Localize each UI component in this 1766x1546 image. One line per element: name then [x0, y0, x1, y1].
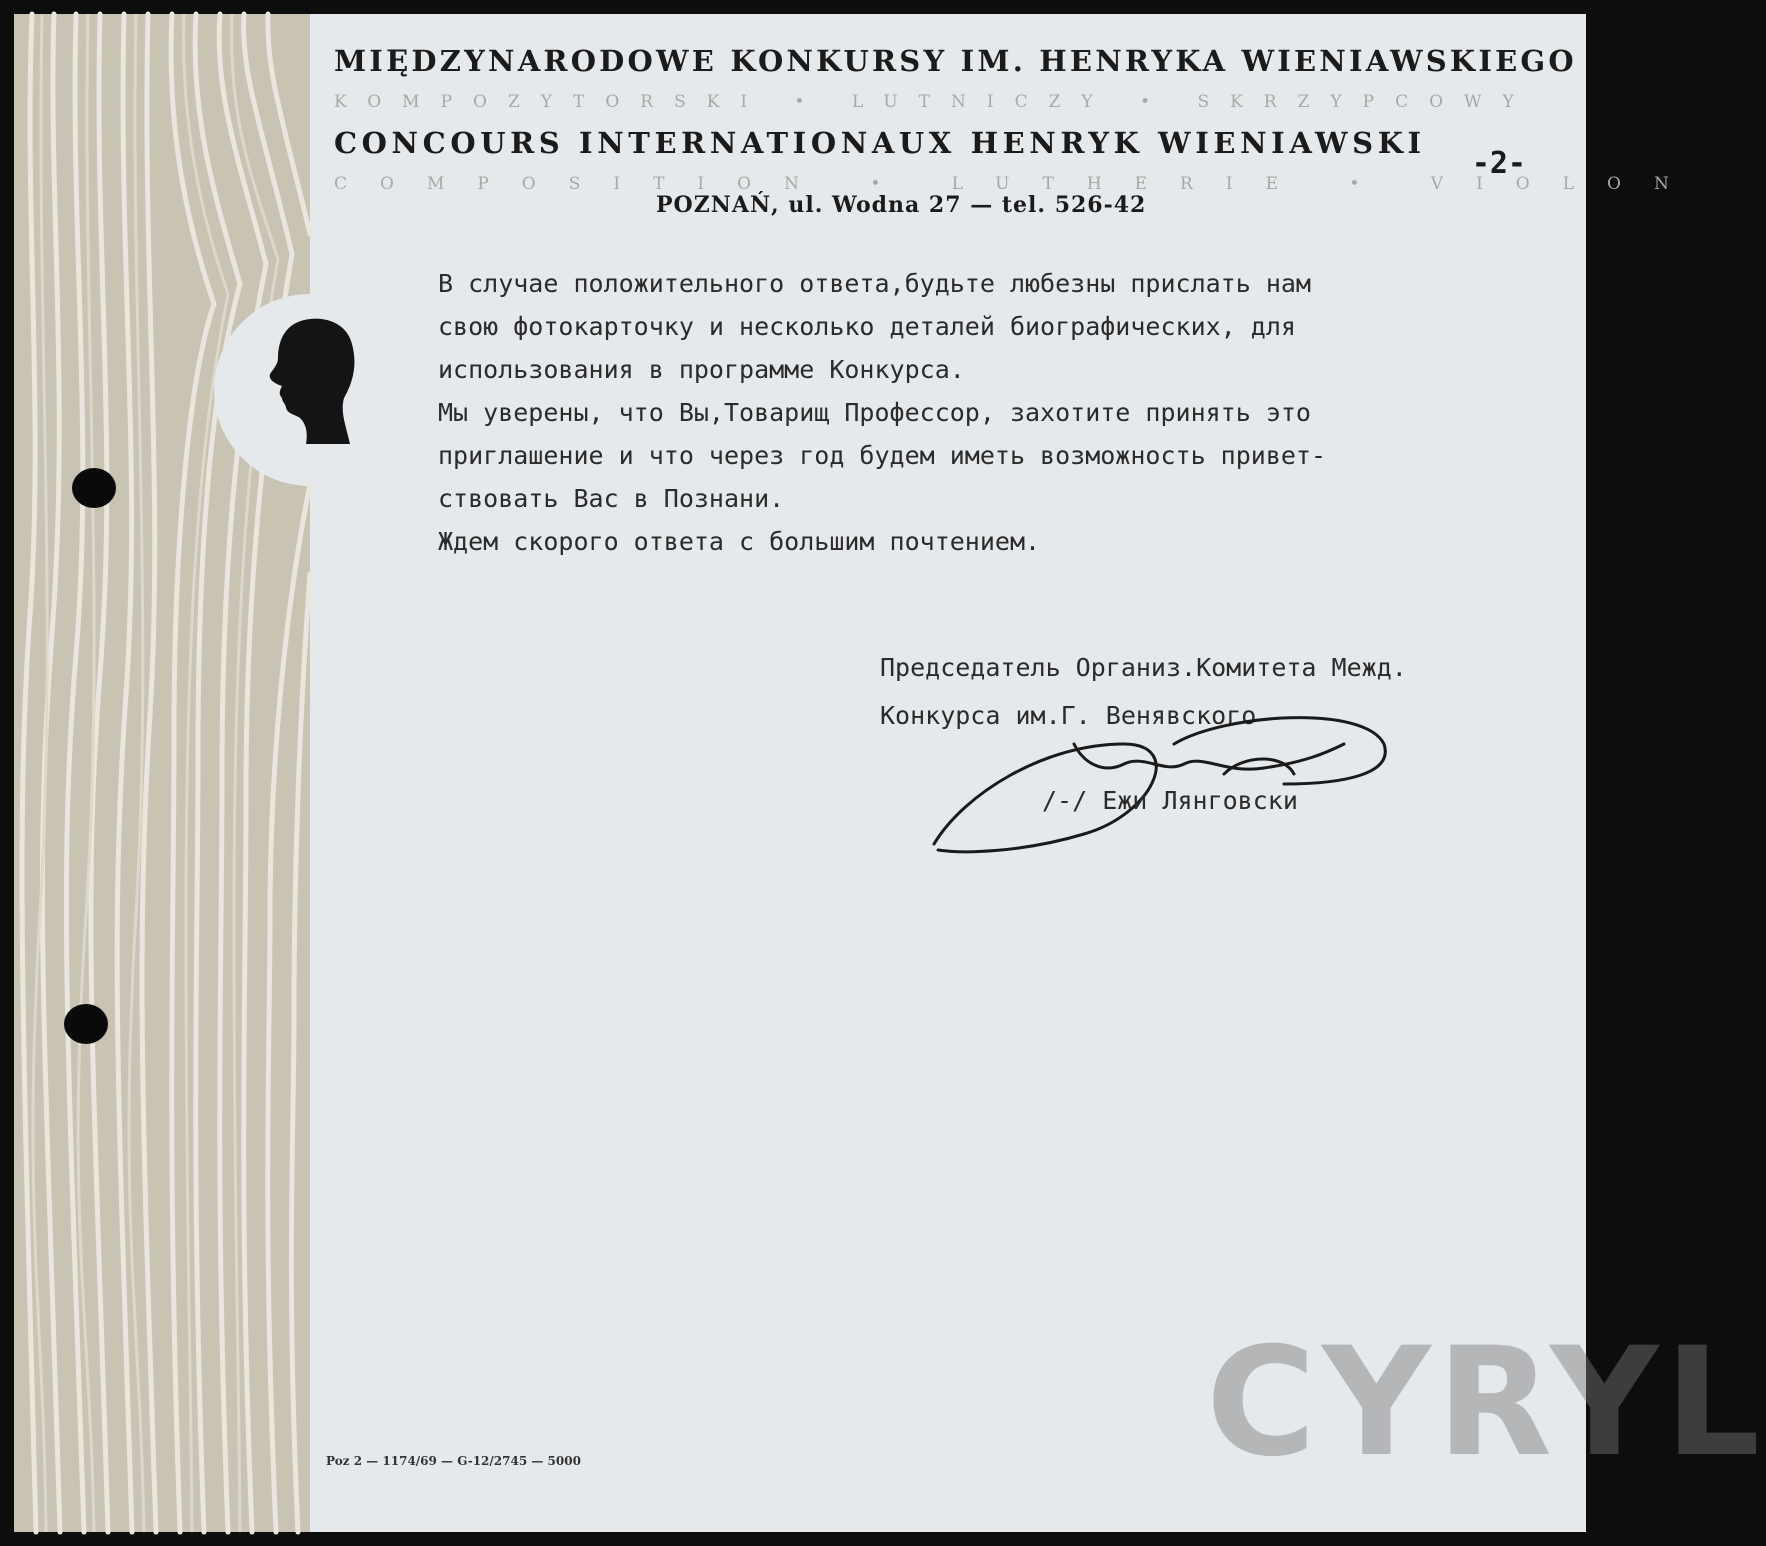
- signature-title-line2: Конкурса им.Г. Венявского: [880, 701, 1257, 730]
- letterhead-address: POZNAŃ, ul. Wodna 27 — tel. 526-42: [656, 192, 1147, 218]
- body-line: Мы уверены, что Вы,Товарищ Профессор, захотите принять это: [438, 398, 1311, 427]
- body-line: ствовать Вас в Познани.: [438, 484, 785, 513]
- letterhead-title-fr: CONCOURS INTERNATIONAUX HENRYK WIENIAWSKI: [334, 126, 1426, 160]
- letter-sheet: [14, 14, 1766, 1532]
- letter-body: [438, 262, 1518, 563]
- punch-hole-bottom: [64, 1004, 108, 1044]
- body-line: В случае положительного ответа,будьте любезны прислать нам: [438, 269, 1311, 298]
- letterhead-title-pl: MIĘDZYNARODOWE KONKURSY IM. HENRYKA WIENIAWSKIEGO: [334, 44, 1577, 78]
- portrait-silhouette-icon: [264, 314, 360, 446]
- handwritten-signature: [924, 704, 1394, 864]
- wood-grain-strip: [14, 14, 310, 1532]
- punch-hole-top: [72, 468, 116, 508]
- wood-grain-pattern: [14, 14, 310, 1532]
- page-number: -2-: [1471, 146, 1526, 181]
- signature-title-line1: Председатель Организ.Комитета Межд.: [880, 653, 1407, 682]
- letterhead-subtitle-fr: COMPOSITION • LUTHERIE • VIOLON: [334, 174, 1702, 194]
- archive-watermark: CYRYL: [1206, 1316, 1766, 1490]
- letterhead-subtitle-pl: KOMPOZYTORSKI • LUTNICZY • SKRZYPCOWY: [334, 92, 1535, 112]
- body-line: Ждем скорого ответа с большим почтением.: [438, 527, 1041, 556]
- body-line: использования в программе Конкурса.: [438, 355, 965, 384]
- signatory-name: /-/ Ежи Лянговски: [1042, 786, 1298, 815]
- footer-print-code: Poz 2 — 1174/69 — G-12/2745 — 5000: [326, 1454, 581, 1468]
- body-line: свою фотокарточку и несколько деталей биографических, для: [438, 312, 1296, 341]
- body-line: приглашение и что через год будем иметь возможность привет-: [438, 441, 1327, 470]
